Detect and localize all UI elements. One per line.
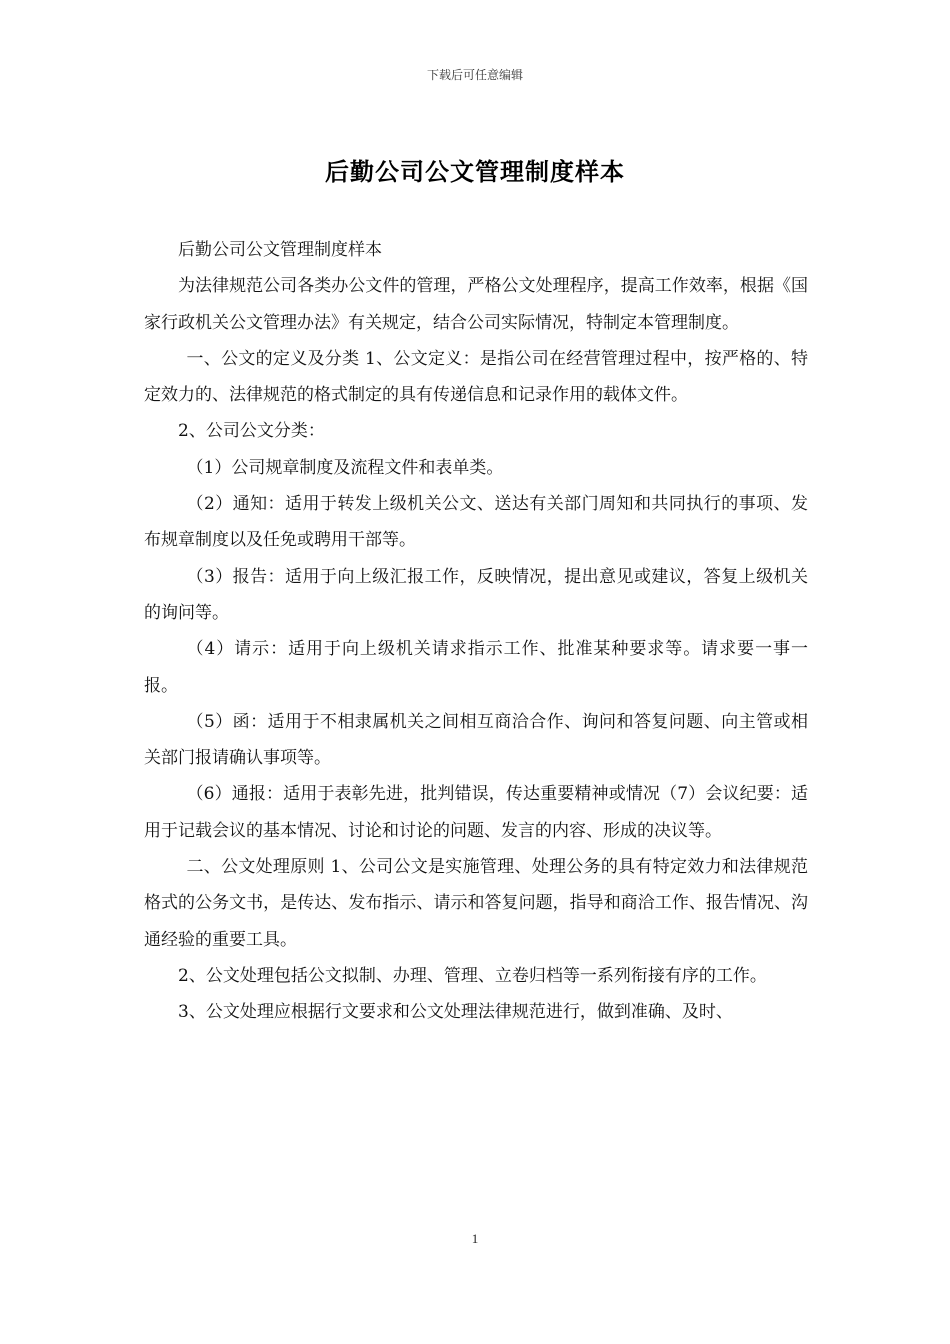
paragraph-classification: 2、公司公文分类：	[178, 421, 325, 442]
paragraph-intro: 为法律规范公司各类办公文件的管理，严格公文处理程序，提高工作效率，根据《国家行政机关公文管理办法》有关规定，结合公司实际情况，特制定本管理制度。	[144, 276, 808, 333]
paragraph-item-2: （2）通知：适用于转发上级机关公文、送达有关部门周知和共同执行的事项、发布规章制度以及任免或聘用干部等。	[144, 494, 808, 551]
paragraph-subtitle: 后勤公司公文管理制度样本	[178, 240, 382, 260]
paragraph-item-6: （6）通报：适用于表彰先进，批判错误，传达重要精神或情况（7）会议纪要：适用于记载会议的基本情况、讨论和讨论的问题、发言的内容、形成的决议等。	[144, 784, 808, 841]
page-number: 1	[471, 1231, 479, 1246]
paragraph-item-1: （1）公司规章制度及流程文件和表单类。	[186, 457, 504, 478]
paragraph-principle-2: 2、公文处理包括公文拟制、办理、管理、立卷归档等一系列衔接有序的工作。	[178, 965, 767, 986]
paragraph-principle-3: 3、公文处理应根据行文要求和公文处理法律规范进行，做到准确、及时、	[178, 1002, 733, 1023]
document-body	[144, 232, 808, 1031]
document-title: 后勤公司公文管理制度样本	[325, 158, 625, 186]
paragraph-section-1: 一、公文的定义及分类 1、公文定义：是指公司在经营管理过程中，按严格的、特定效力的、法律规范的格式制定的具有传递信息和记录作用的载体文件。	[144, 348, 808, 406]
header-note: 下载后可任意编辑	[426, 68, 523, 82]
paragraph-item-5: （5）函：适用于不相隶属机关之间相互商洽合作、询问和答复问题、向主管或相关部门报请确认事项等。	[144, 711, 808, 769]
paragraph-section-2: 二、公文处理原则 1、公司公文是实施管理、处理公务的具有特定效力和法律规范格式的公务文书，是传达、发布指示、请示和答复问题，指导和商洽工作、报告情况、沟通经验的重要工具。	[144, 857, 808, 950]
paragraph-item-3: （3）报告：适用于向上级汇报工作，反映情况，提出意见或建议，答复上级机关的询问等。	[144, 566, 808, 623]
paragraph-item-4: （4）请示：适用于向上级机关请求指示工作、批准某种要求等。请求要一事一报。	[144, 639, 808, 696]
